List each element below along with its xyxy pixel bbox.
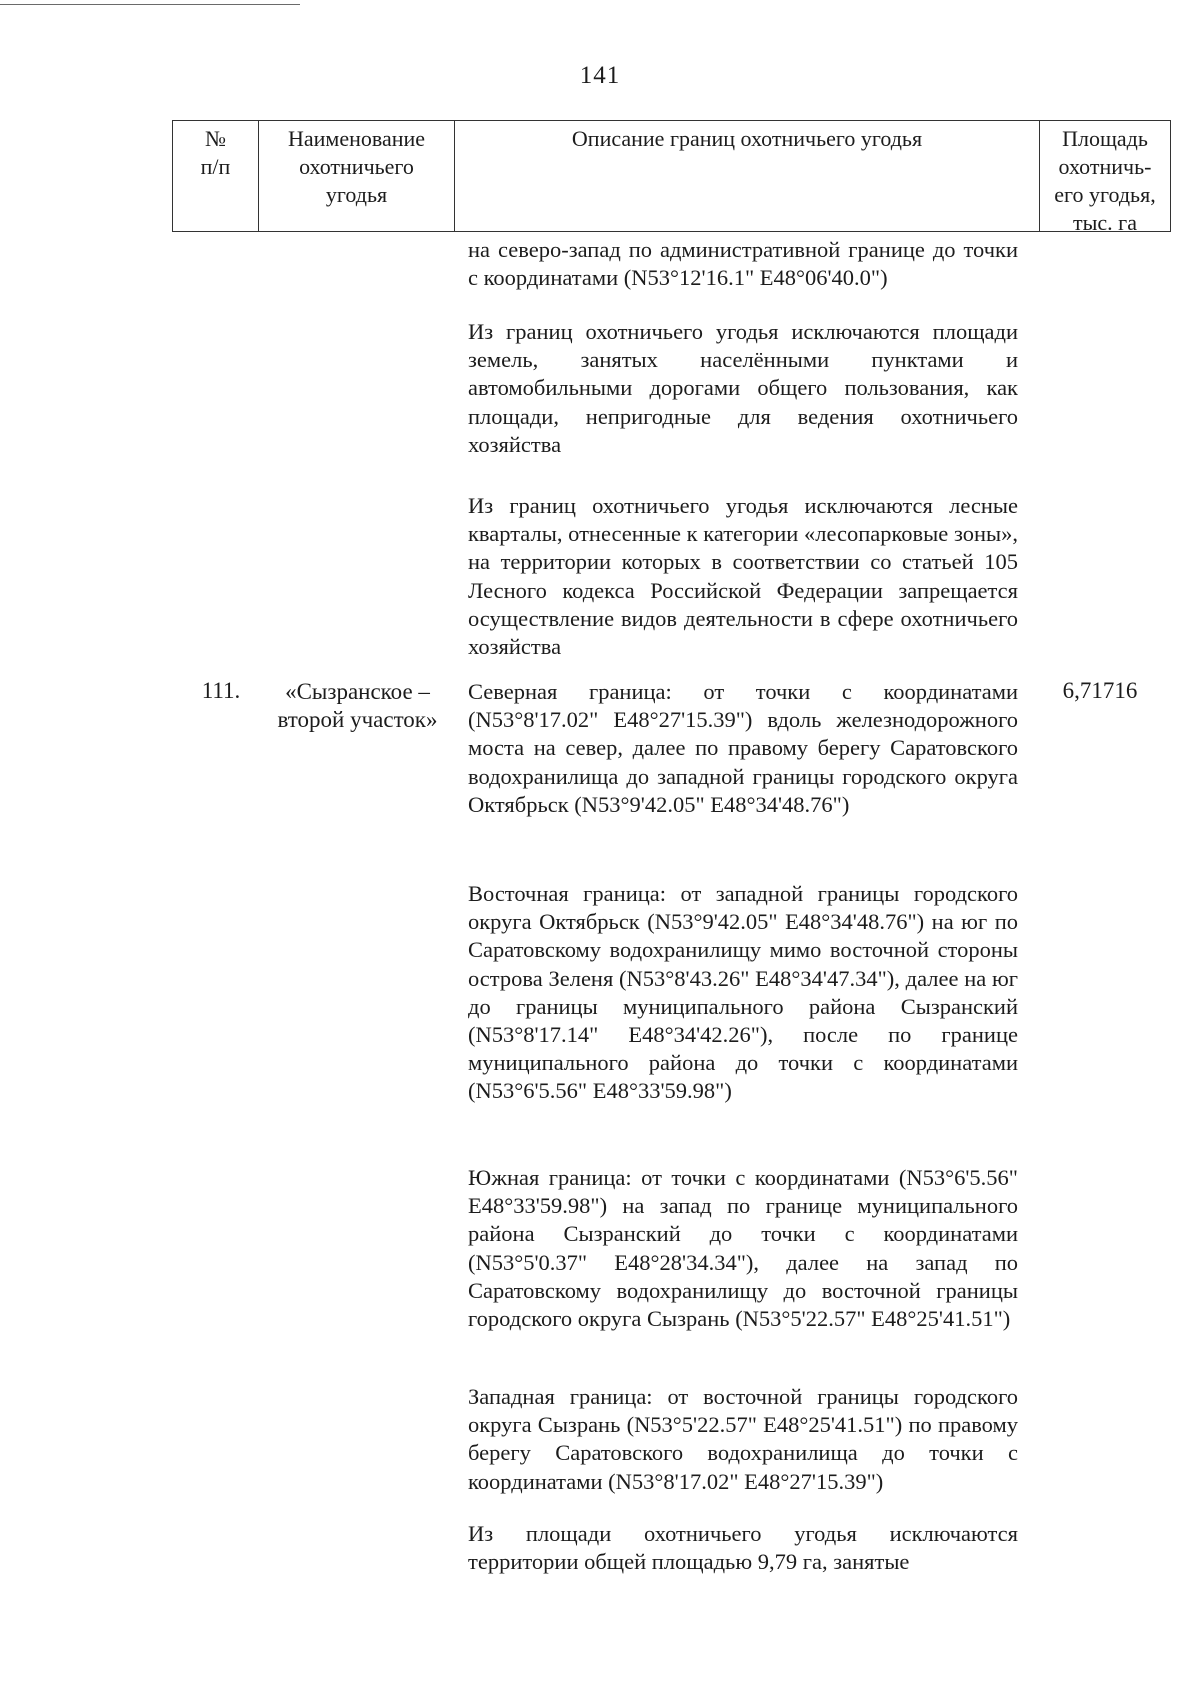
west-boundary-paragraph <box>468 1383 1018 1496</box>
header-area-line: его угодья, <box>1054 182 1156 207</box>
entry-area: 6,71716 <box>1062 678 1138 703</box>
paragraph-text: на северо-запад по административной границе до точки с координатами (N53°12'16.1" E48°06'40.0") <box>468 237 1018 291</box>
paragraph-text: Восточная граница: от западной границы городского округа Октябрьск (N53°9'42.05" E48°34'48.76") на юг по Саратовскому водохранилищу мимо восточной стороны острова Зеленя (N53°8'43.26" E48°34'47.34"), далее на юг до границы муниципального района Сызранский (N53°8'17.14" E48°34'42.26"), после по границе муниципального района до точки с координатами (N53°6'5.56" E48°33'59.98") <box>468 881 1018 1104</box>
south-boundary-paragraph <box>468 1164 1018 1333</box>
table-header <box>172 120 1171 235</box>
header-num-line: № <box>205 126 226 151</box>
paragraph-text: Из границ охотничьего угодья исключаются лесные кварталы, отнесенные к категории «лесопарковые зоны», на территории которых в соответствии со статьей 105 Лесного кодекса Российской Федерации запрещается осуществление видов деятельности в сфере охотничьего хозяйства <box>468 493 1018 660</box>
scan-edge-line <box>0 4 300 5</box>
paragraph-text: Из площади охотничьего угодья исключаются территории общей площадью 9,79 га, занятые <box>468 1521 1018 1575</box>
header-area-line: охотничь- <box>1058 154 1152 179</box>
paragraph-text: Южная граница: от точки с координатами (N53°6'5.56" E48°33'59.98") на запад по границе муниципального района Сызранский до точки с координатами (N53°5'0.37" E48°28'34.34"), далее на запад по Саратовскому водохранилищу до восточной границы городского округа Сызрань (N53°5'22.57" E48°25'41.51") <box>468 1165 1018 1332</box>
header-description-column <box>455 121 1040 231</box>
entry-number: 111. <box>201 678 241 703</box>
east-boundary-paragraph <box>468 880 1018 1106</box>
continuation-paragraph-2 <box>468 318 1018 459</box>
continuation-paragraph-3 <box>468 492 1018 661</box>
header-area-line: тыс. га <box>1073 210 1137 235</box>
header-name-line: Наименование <box>287 126 426 151</box>
header-num-line: п/п <box>200 154 231 179</box>
header-name-line: охотничьего <box>299 154 414 179</box>
header-area-column <box>1040 121 1170 235</box>
header-name-column <box>259 121 455 231</box>
exclusion-paragraph <box>468 1520 1018 1576</box>
header-area-line: Площадь <box>1062 126 1148 151</box>
north-boundary-paragraph <box>468 678 1018 819</box>
continuation-paragraph-1 <box>468 236 1018 292</box>
entry-name-line: второй участок» <box>277 707 438 732</box>
header-name-line: угодья <box>325 182 388 207</box>
paragraph-text: Северная граница: от точки с координатами (N53°8'17.02" E48°27'15.39") вдоль железнодорожного моста на север, далее по правому берегу Саратовского водохранилища до западной границы городского округа Октябрьск (N53°9'42.05" E48°34'48.76") <box>468 679 1018 817</box>
entry-name-line: «Сызранское – <box>285 679 430 704</box>
header-number-column <box>173 121 259 231</box>
paragraph-text: Из границ охотничьего угодья исключаются площади земель, занятых населёнными пунктами и автомобильными дорогами общего пользования, как площади, непригодные для ведения охотничьего хозяйства <box>468 319 1018 457</box>
entry-name <box>270 678 445 734</box>
header-description-label: Описание границ охотничьего угодья <box>571 126 923 151</box>
page-number: 141 <box>579 62 621 89</box>
paragraph-text: Западная граница: от восточной границы городского округа Сызрань (N53°5'22.57" E48°25'41.51") по правому берегу Саратовского водохранилища до точки с координатами (N53°8'17.02" E48°27'15.39") <box>468 1384 1018 1494</box>
